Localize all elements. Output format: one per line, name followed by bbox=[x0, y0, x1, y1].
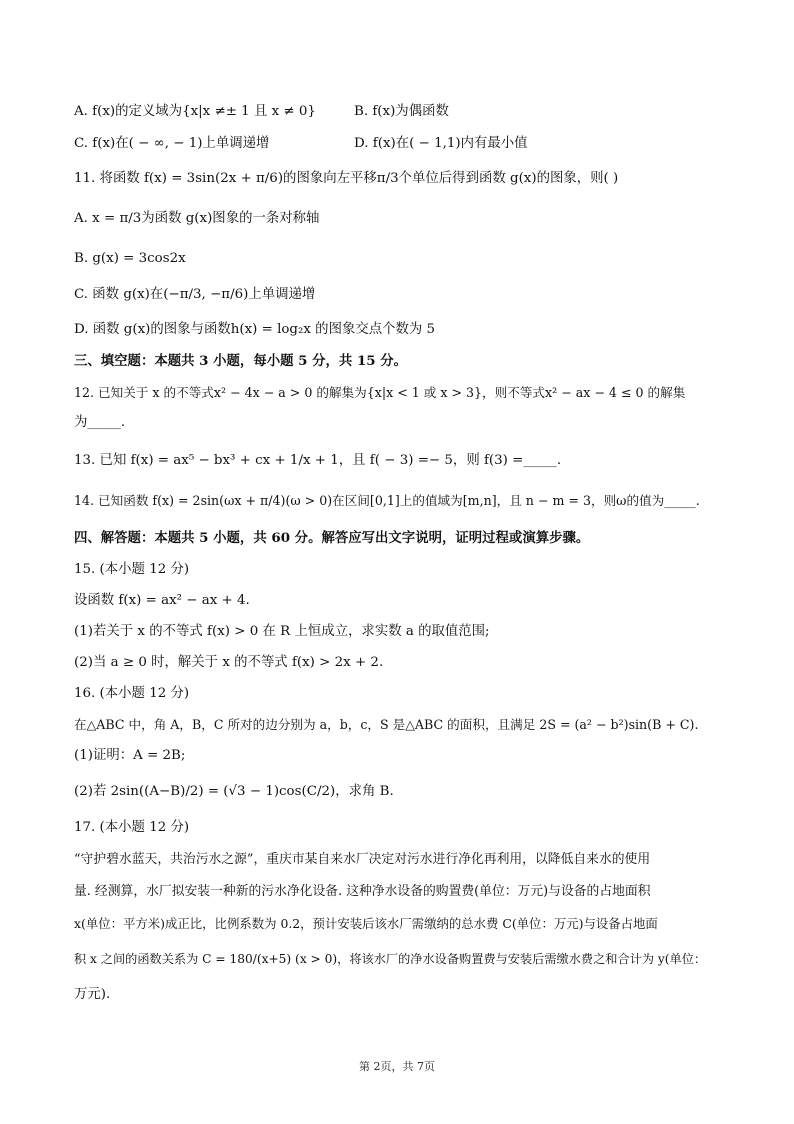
q11-option-c: C. 函数 g(x)在(−π/3, −π/6)上单调递增 bbox=[74, 287, 316, 302]
q16-part1: (1)证明：A = 2B; bbox=[74, 748, 186, 763]
q17-header: 17. (本小题 12 分) bbox=[74, 820, 190, 835]
section4-heading: 四、解答题：本题共 5 小题，共 60 分。解答应写出文字说明，证明过程或演算步骤。 bbox=[74, 530, 590, 546]
q11-stem: 11. 将函数 f(x) = 3sin(2x + π/6)的图象向左平移π/3个单位后得到函数 g(x)的图象，则( ) bbox=[74, 171, 619, 186]
q13-text: 13. 已知 f(x) = ax⁵ − bx³ + cx + 1/x + 1，且 f( − 3) =− 5，则 f(3) =_____. bbox=[74, 453, 562, 468]
q17-line5: 万元). bbox=[74, 987, 111, 1002]
q15-part1: (1)若关于 x 的不等式 f(x) > 0 在 R 上恒成立，求实数 a 的取值范围; bbox=[74, 624, 490, 639]
q10-option-c: C. f(x)在( − ∞, − 1)上单调递增 bbox=[74, 136, 270, 151]
q17-line1: “守护碧水蓝天，共治污水之源”，重庆市某自来水厂决定对污水进行净化再利用，以降低自来水的使用 bbox=[74, 852, 651, 867]
q15-stem: 设函数 f(x) = ax² − ax + 4. bbox=[74, 593, 250, 608]
q16-header: 16. (本小题 12 分) bbox=[74, 686, 190, 701]
q12-line2: 为_____. bbox=[74, 415, 126, 430]
q15-header: 15. (本小题 12 分) bbox=[74, 562, 190, 577]
q14-text: 14. 已知函数 f(x) = 2sin(ωx + π/4)(ω > 0)在区间[0,1]上的值域为[m,n]，且 n − m = 3，则ω的值为_____. bbox=[74, 493, 700, 508]
q11-option-a: A. x = π/3为函数 g(x)图象的一条对称轴 bbox=[74, 211, 320, 226]
q17-line4: 积 x 之间的函数关系为 C = 180/(x+5) (x > 0)，将该水厂的净水设备购置费与安装后需缴水费之和合计为 y(单位： bbox=[74, 952, 707, 966]
q10-option-a: A. f(x)的定义域为{x|x ≠± 1 且 x ≠ 0} bbox=[74, 104, 316, 119]
q17-line3: x(单位：平方米)成正比，比例系数为 0.2，预计安装后该水厂需缴纳的总水费 C(单位：万元)与设备占地面 bbox=[74, 916, 658, 931]
q16-part2: (2)若 2sin((A−B)/2) = (√3 − 1)cos(C/2)，求角 B. bbox=[74, 784, 394, 799]
q10-option-b: B. f(x)为偶函数 bbox=[354, 104, 449, 119]
q16-stem: 在△ABC 中，角 A，B，C 所对的边分别为 a，b，c，S 是△ABC 的面积，且满足 2S = (a² − b²)sin(B + C). bbox=[74, 717, 699, 732]
q11-option-b: B. g(x) = 3cos2x bbox=[74, 251, 186, 266]
q17-line2: 量. 经测算，水厂拟安装一种新的污水净化设备. 这种净水设备的购置费(单位：万元)与设备的占地面积 bbox=[74, 884, 651, 899]
q10-option-d: D. f(x)在( − 1,1)内有最小值 bbox=[354, 136, 528, 151]
page-footer: 第 2页，共 7页 bbox=[359, 1060, 435, 1073]
section3-heading: 三、填空题：本题共 3 小题，每小题 5 分，共 15 分。 bbox=[74, 353, 408, 369]
q12-line1: 12. 已知关于 x 的不等式x² − 4x − a > 0 的解集为{x|x < 1 或 x > 3}，则不等式x² − ax − 4 ≤ 0 的解集 bbox=[74, 385, 686, 400]
q11-option-d: D. 函数 g(x)的图象与函数h(x) = log₂x 的图象交点个数为 5 bbox=[74, 322, 436, 337]
q15-part2: (2)当 a ≥ 0 时，解关于 x 的不等式 f(x) > 2x + 2. bbox=[74, 655, 384, 670]
